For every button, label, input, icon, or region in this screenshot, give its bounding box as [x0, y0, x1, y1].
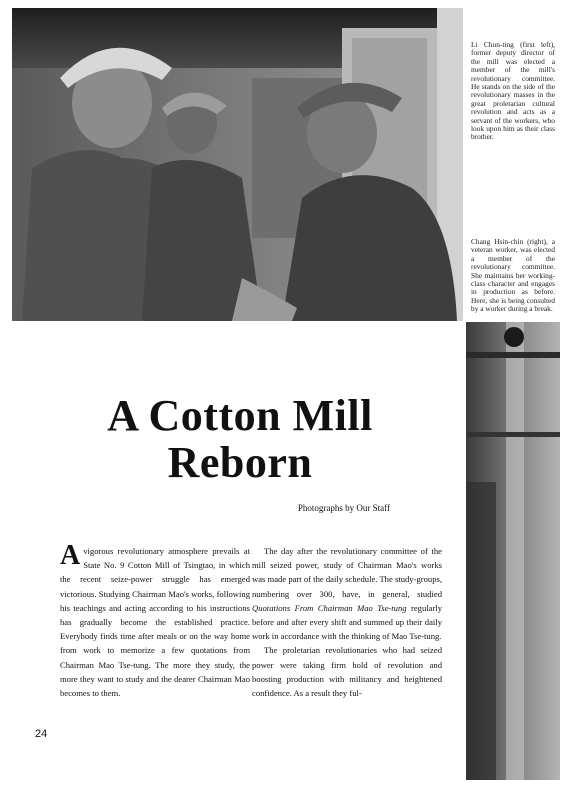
right-photograph [466, 322, 560, 780]
article-title [70, 392, 410, 486]
book-title: Quotations From Chairman Mao Tse-tung [252, 602, 407, 613]
mill-machinery-photo [466, 322, 560, 780]
paragraph-text: vigorous revolutionary atmosphere prevails at State No. 9 Cotton Mill of Tsingtao, in which the recent seize-power struggle has emerged victorious. Studying Chairman Mao's works, following his teachings and acting according to his instructions has gradually become the established practice. Everybody finds time after meals or on the way home from work to memorize a few quotations from Chairman Mao Tse-tung. The more they study, the more they want to study and the dearer Chairman Mao becomes to them. [60, 546, 250, 699]
body-column-1 [60, 540, 250, 700]
workers-photo [12, 8, 463, 321]
paragraph: The proletarian revolutionaries who had seized power were taking firm hold of revolution and boosting production with militancy and heightened confidence. As a result they ful- [252, 645, 442, 699]
paragraph-text: regularly before and after every shift and summed up their daily work in accordance with the thinking of Mao Tse-tung. [252, 602, 442, 642]
top-photograph [12, 8, 463, 321]
top-photo-caption: Li Chun-ting (first left), former deputy director of the mill was elected a member of the mill's revolutionary committee. He stands on the side of the revolutionary masses in the great proletarian cultural revolution and acts as a servant of the workers, who look upon him as their class brother. [471, 40, 555, 142]
body-column-2 [252, 544, 442, 700]
paragraph [60, 540, 250, 700]
page-number: 24 [35, 728, 48, 740]
paragraph [252, 544, 442, 643]
article-title-line1: A Cotton Mill [107, 391, 373, 440]
paragraph-text: The day after the revolutionary committee of the mill seized power, study of Chairman Mao's works was made part of the daily schedule. The study-groups, numbering over 300, have, in general, studied [252, 546, 442, 599]
article-title-line2: Reborn [167, 438, 313, 487]
drop-cap: A [60, 540, 81, 571]
byline: Photographs by Our Staff [297, 503, 390, 513]
bottom-photo-caption: Chang Hsin-chin (right), a veteran worker, was elected a member of the revolutionary committee. She maintains her working-class character and engages in production as before. Here, she is being consulted by a worker during a break. [471, 237, 555, 314]
